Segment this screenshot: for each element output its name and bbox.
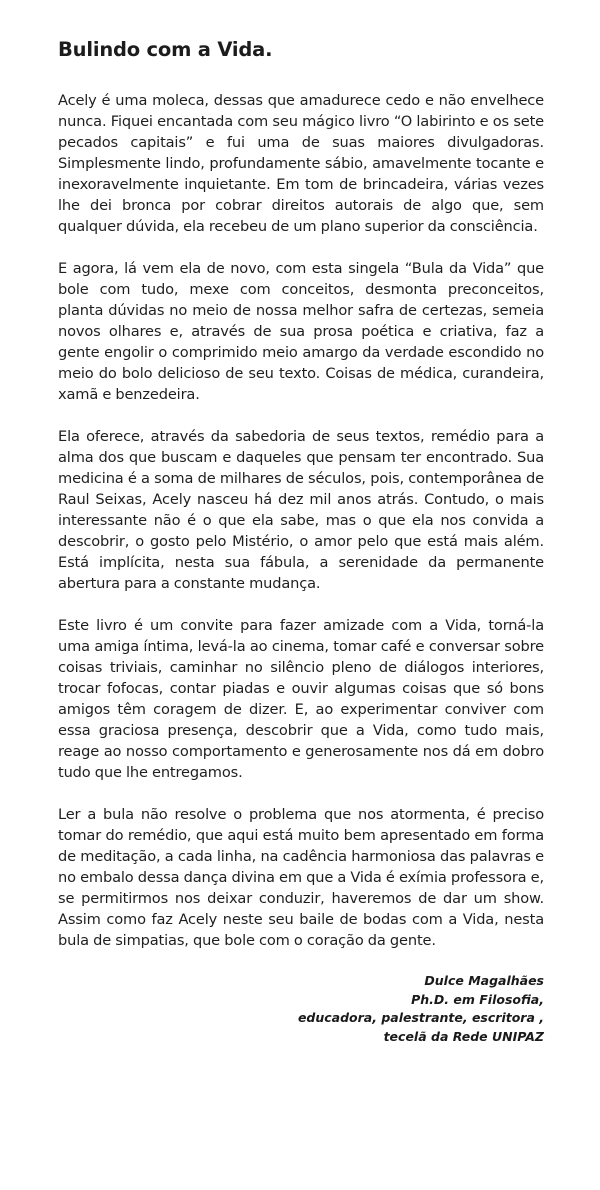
paragraph-4: Este livro é um convite para fazer amizade com a Vida, torná-la uma amiga íntima, levá-la ao cinema, tomar café e conversar sobre coisas triviais, caminhar no silêncio pleno de diálogos interiores, trocar fofocas, contar piadas e ouvir algumas coisas que só bons amigos têm coragem de dizer. E, ao experimentar conviver com essa graciosa presença, descobrir que a Vida, como tudo mais, reage ao nosso comportamento e generosamente nos dá em dobro tudo que lhe entregamos. bbox=[58, 617, 544, 781]
signature-affiliation: tecelã da Rede UNIPAZ bbox=[383, 1028, 544, 1044]
signature-block bbox=[58, 972, 544, 1046]
signature-roles: educadora, palestrante, escritora , bbox=[297, 1010, 544, 1025]
paragraph-2: E agora, lá vem ela de novo, com esta singela “Bula da Vida” que bole com tudo, mexe com conceitos, desmonta preconceitos, planta dúvidas no meio de nossa melhor safra de certezas, semeia novos olhares e, através de sua prosa poética e criativa, faz a gente engolir o comprimido meio amargo da verdade escondido no meio do bolo delicioso de seu texto. Coisas de médica, curandeira, xamã e benzedeira. bbox=[58, 260, 544, 403]
paragraph-1: Acely é uma moleca, dessas que amadurece cedo e não envelhece nunca. Fiquei encantada com seu mágico livro “O labirinto e os sete pecados capitais” e fui uma de suas maiores divulgadoras. Simplesmente lindo, profundamente sábio, amavelmente tocante e inexoravelmente inquietante. Em tom de brincadeira, várias vezes lhe dei bronca por cobrar direitos autorais de algo que, sem qualquer dúvida, ela recebeu de um plano superior da consciência. bbox=[58, 92, 544, 235]
paragraph-3: Ela oferece, através da sabedoria de seus textos, remédio para a alma dos que buscam e daqueles que pensam ter encontrado. Sua medicina é a soma de milhares de séculos, pois, contemporânea de Raul Seixas, Acely nasceu há dez mil anos atrás. Contudo, o mais interessante não é o que ela sabe, mas o que ela nos convida a descobrir, o gosto pelo Mistério, o amor pelo que está mais além. Está implícita, nesta sua fábula, a serenidade da permanente abertura para a constante mudança. bbox=[58, 428, 544, 592]
signature-name: Dulce Magalhães bbox=[424, 973, 544, 988]
document-page bbox=[58, 36, 544, 1046]
paragraph-5: Ler a bula não resolve o problema que nos atormenta, é preciso tomar do remédio, que aqui está muito bem apresentado em forma de meditação, a cada linha, na cadência harmoniosa das palavras e no embalo dessa dança divina em que a Vida é exímia professora e, se permitirmos nos deixar conduzir, haveremos de dar um show. Assim como faz Acely neste seu baile de bodas com a Vida, nesta bula de simpatias, que bole com o coração da gente. bbox=[58, 806, 544, 949]
signature-degree: Ph.D. em Filosofia, bbox=[411, 991, 544, 1007]
page-title: Bulindo com a Vida. bbox=[58, 38, 273, 61]
